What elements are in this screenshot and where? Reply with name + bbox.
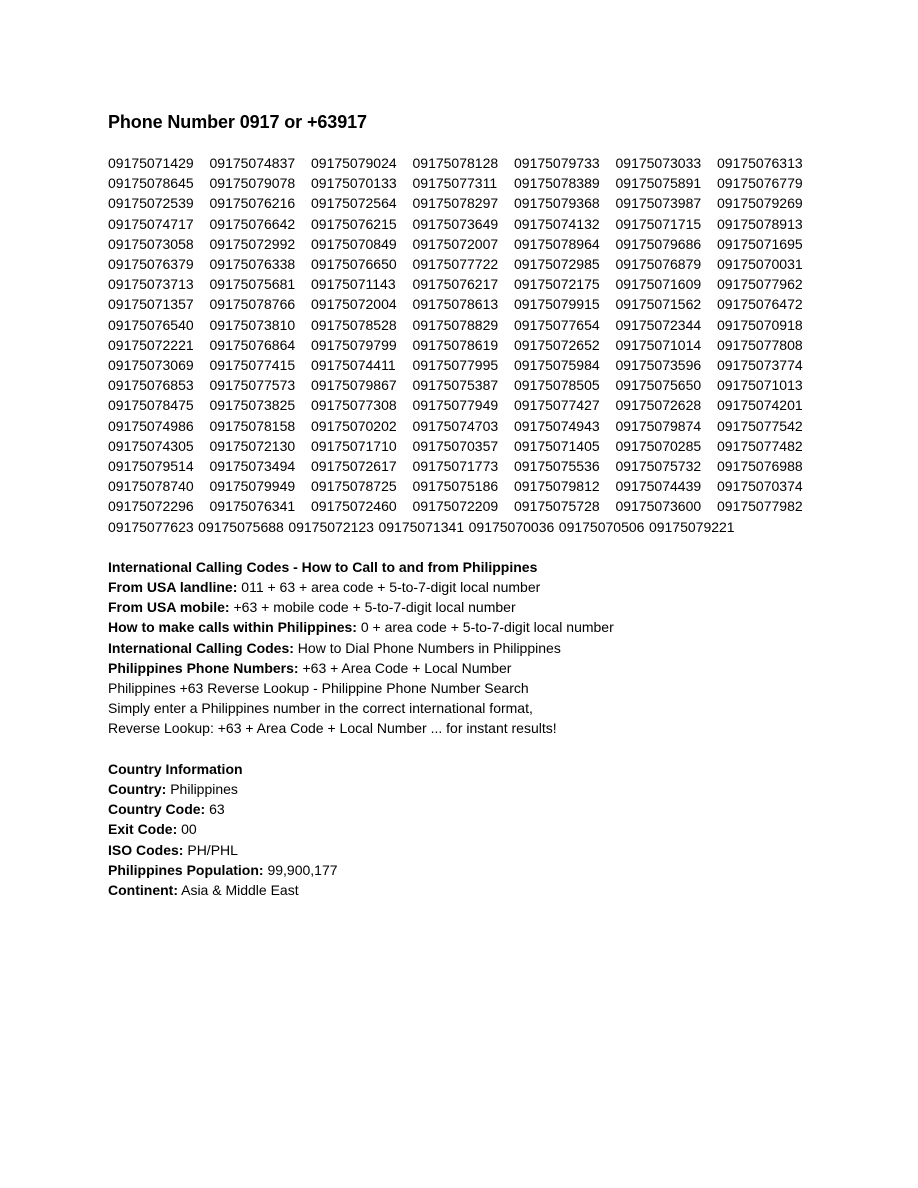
phone-number: 09175072130 (209, 437, 296, 454)
phone-number: 09175077654 (514, 316, 600, 333)
usa-landline-line (108, 577, 828, 597)
phone-number: 09175076313 (717, 155, 803, 171)
philippines-numbers-line (108, 658, 828, 678)
phone-number: 09175073058 (108, 235, 194, 252)
phone-number: 09175073713 (108, 276, 194, 293)
international-codes-line (108, 638, 828, 658)
number-row (108, 173, 828, 193)
phone-number: 09175079915 (514, 296, 600, 313)
number-row (108, 517, 828, 537)
phone-number: 09175077573 (209, 377, 296, 394)
iso-codes-value: PH/PHL (183, 841, 238, 858)
phone-number: 09175079024 (311, 155, 397, 171)
phone-number: 09175077623 (108, 518, 194, 535)
phone-number: 09175072007 (412, 235, 499, 252)
phone-number: 09175074201 (717, 397, 803, 414)
phone-number: 09175070374 (717, 478, 803, 495)
phone-number: 09175070285 (615, 437, 702, 454)
phone-number: 09175077982 (717, 498, 803, 515)
international-codes-label: International Calling Codes: (108, 639, 294, 656)
phone-number: 09175074132 (514, 215, 600, 232)
calling-codes-section (108, 557, 828, 739)
phone-number: 09175072628 (615, 397, 702, 414)
population-line (108, 860, 828, 880)
phone-number: 09175078725 (311, 478, 397, 495)
phone-number: 09175071773 (412, 458, 499, 475)
phone-number: 09175075681 (209, 276, 296, 293)
country-code-label: Country Code: (108, 801, 206, 818)
phone-number: 09175071405 (514, 437, 600, 454)
phone-number: 09175079733 (514, 155, 600, 171)
phone-number: 09175077995 (412, 357, 499, 374)
exit-code-value: 00 (177, 821, 197, 838)
country-code-value: 63 (205, 801, 225, 818)
country-value: Philippines (166, 780, 238, 797)
phone-number: 09175071341 (378, 518, 465, 535)
phone-number: 09175077482 (717, 437, 803, 454)
phone-number: 09175076988 (717, 458, 803, 475)
phone-number: 09175072617 (311, 458, 397, 475)
phone-number: 09175077308 (311, 397, 397, 414)
phone-number: 09175071609 (615, 276, 702, 293)
phone-number: 09175073596 (615, 357, 702, 374)
phone-number: 09175073987 (615, 195, 702, 212)
phone-number: 09175079514 (108, 458, 194, 475)
phone-number: 09175077311 (412, 175, 498, 192)
phone-number: 09175078619 (412, 336, 499, 353)
phone-number: 09175078613 (412, 296, 499, 313)
calling-codes-heading: International Calling Codes - How to Call to and from Philippines (108, 558, 538, 575)
phone-number: 09175078505 (514, 377, 600, 394)
phone-number: 09175072175 (514, 276, 600, 293)
phone-number: 09175070031 (717, 256, 803, 273)
phone-number: 09175076217 (412, 276, 499, 293)
phone-number: 09175075728 (514, 498, 600, 515)
number-row (108, 436, 828, 456)
phone-number: 09175074943 (514, 417, 600, 434)
phone-number: 09175072344 (615, 316, 702, 333)
phone-number: 09175072539 (108, 195, 194, 212)
reverse-lookup-text: Reverse Lookup: +63 + Area Code + Local Number ... for instant results! (108, 720, 557, 737)
phone-number: 09175076472 (717, 296, 803, 313)
population-label: Philippines Population: (108, 861, 264, 878)
phone-number: 09175071715 (615, 215, 702, 232)
phone-number: 09175074986 (108, 417, 194, 434)
within-philippines-value: 0 + area code + 5-to-7-digit local number (356, 619, 614, 636)
phone-number: 09175077415 (209, 357, 296, 374)
phone-number: 09175072985 (514, 256, 600, 273)
phone-number: 09175078913 (717, 215, 803, 232)
phone-number: 09175077808 (717, 336, 803, 353)
iso-codes-line (108, 840, 828, 860)
phone-number: 09175078740 (108, 478, 194, 495)
phone-number: 09175073494 (209, 458, 296, 475)
phone-number: 09175071143 (311, 276, 396, 293)
exit-code-label: Exit Code: (108, 821, 178, 838)
continent-line (108, 880, 828, 900)
phone-number: 09175072460 (311, 498, 397, 515)
simply-enter-text: Simply enter a Philippines number in the correct international format, (108, 700, 533, 717)
phone-number: 09175072209 (412, 498, 499, 515)
philippines-numbers-label: Philippines Phone Numbers: (108, 659, 299, 676)
phone-number: 09175073600 (615, 498, 702, 515)
phone-number: 09175076864 (209, 336, 296, 353)
phone-number: 09175075387 (412, 377, 499, 394)
phone-number: 09175075688 (198, 518, 284, 535)
number-row (108, 335, 828, 355)
phone-number: 09175074305 (108, 437, 194, 454)
phone-number: 09175078964 (514, 235, 600, 252)
country-line (108, 779, 828, 799)
country-info-heading: Country Information (108, 760, 243, 777)
phone-number: 09175075186 (412, 478, 499, 495)
number-row (108, 193, 828, 213)
phone-number: 09175075536 (514, 458, 600, 475)
within-philippines-label: How to make calls within Philippines: (108, 619, 357, 636)
continent-label: Continent: (108, 881, 178, 898)
phone-number: 09175079799 (311, 336, 397, 353)
number-row (108, 375, 828, 395)
phone-number: 09175072296 (108, 498, 194, 515)
phone-number: 09175074717 (108, 215, 194, 232)
phone-number: 09175076650 (311, 256, 397, 273)
number-row (108, 355, 828, 375)
usa-mobile-line (108, 597, 828, 617)
number-row (108, 395, 828, 415)
phone-number: 09175075891 (615, 175, 702, 192)
number-row (108, 456, 828, 476)
phone-number: 09175073033 (615, 155, 702, 171)
phone-number: 09175077427 (514, 397, 600, 414)
phone-number: 09175070849 (311, 235, 397, 252)
phone-number: 09175070357 (412, 437, 499, 454)
phone-number: 09175077722 (412, 256, 499, 273)
phone-number: 09175076338 (209, 256, 296, 273)
phone-number: 09175079867 (311, 377, 397, 394)
phone-number: 09175070133 (311, 175, 397, 192)
page-title: Phone Number 0917 or +63917 (108, 112, 367, 132)
phone-number: 09175079874 (615, 417, 702, 434)
phone-number: 09175078389 (514, 175, 600, 192)
number-row (108, 153, 828, 173)
phone-number: 09175072123 (288, 518, 374, 535)
phone-number: 09175077542 (717, 417, 803, 434)
phone-number: 09175074837 (209, 155, 296, 171)
phone-number: 09175078158 (209, 417, 296, 434)
iso-codes-label: ISO Codes: (108, 841, 184, 858)
phone-number: 09175071695 (717, 235, 803, 252)
phone-number: 09175074703 (412, 417, 499, 434)
number-row (108, 496, 828, 516)
phone-number: 09175078645 (108, 175, 194, 192)
country-info-section (108, 759, 828, 900)
phone-number: 09175073810 (209, 316, 296, 333)
country-label: Country: (108, 780, 167, 797)
phone-number: 09175077962 (717, 276, 803, 293)
phone-number: 09175072221 (108, 336, 194, 353)
phone-number: 09175073069 (108, 357, 194, 374)
phone-number: 09175072992 (209, 235, 296, 252)
phone-number: 09175076879 (615, 256, 702, 273)
phone-number: 09175073774 (717, 357, 803, 374)
continent-value: Asia & Middle East (177, 881, 299, 898)
phone-number: 09175076779 (717, 175, 803, 192)
phone-number: 09175075984 (514, 357, 600, 374)
phone-number: 09175072652 (514, 336, 600, 353)
phone-number: 09175076379 (108, 256, 194, 273)
phone-number: 09175078829 (412, 316, 499, 333)
international-codes-value: How to Dial Phone Numbers in Philippines (293, 639, 561, 656)
phone-number: 09175071014 (615, 336, 702, 353)
number-row (108, 234, 828, 254)
phone-number: 09175074439 (615, 478, 702, 495)
phone-number: 09175076540 (108, 316, 194, 333)
phone-number: 09175079812 (514, 478, 600, 495)
phone-number-list (108, 153, 828, 537)
phone-number: 09175070918 (717, 316, 803, 333)
phone-number: 09175074411 (311, 357, 396, 374)
number-row (108, 214, 828, 234)
phone-number: 09175079269 (717, 195, 803, 212)
phone-number: 09175076341 (209, 498, 296, 515)
phone-number: 09175078528 (311, 316, 397, 333)
number-row (108, 254, 828, 274)
phone-number: 09175077949 (412, 397, 499, 414)
phone-number: 09175076215 (311, 215, 397, 232)
phone-number: 09175075732 (615, 458, 702, 475)
usa-landline-label: From USA landline: (108, 579, 238, 596)
phone-number: 09175078475 (108, 397, 194, 414)
phone-number: 09175072004 (311, 296, 397, 313)
reverse-lookup-title: Philippines +63 Reverse Lookup - Philippine Phone Number Search (108, 680, 529, 697)
number-row (108, 315, 828, 335)
phone-number: 09175073825 (209, 397, 296, 414)
phone-number: 09175071429 (108, 155, 194, 171)
number-row (108, 416, 828, 436)
phone-number: 09175073649 (412, 215, 499, 232)
usa-mobile-label: From USA mobile: (108, 599, 230, 616)
phone-number: 09175078128 (412, 155, 499, 171)
usa-landline-value: 011 + 63 + area code + 5-to-7-digit local number (237, 579, 541, 596)
phone-number: 09175079368 (514, 195, 600, 212)
philippines-numbers-value: +63 + Area Code + Local Number (298, 659, 512, 676)
phone-number: 09175079949 (209, 478, 296, 495)
phone-number: 09175079078 (209, 175, 296, 192)
phone-number: 09175078766 (209, 296, 296, 313)
phone-number: 09175078297 (412, 195, 499, 212)
phone-number: 09175071013 (717, 377, 803, 394)
number-row (108, 294, 828, 314)
within-philippines-line (108, 617, 828, 637)
phone-number: 09175071357 (108, 296, 194, 313)
phone-number: 09175075650 (615, 377, 702, 394)
phone-number: 09175071710 (311, 437, 397, 454)
phone-number: 09175070506 (558, 518, 645, 535)
phone-number: 09175079221 (648, 518, 735, 535)
phone-number: 09175076642 (209, 215, 296, 232)
number-row (108, 274, 828, 294)
phone-number: 09175072564 (311, 195, 397, 212)
number-row (108, 476, 828, 496)
exit-code-line (108, 819, 828, 839)
phone-number: 09175079686 (615, 235, 702, 252)
phone-number: 09175076853 (108, 377, 194, 394)
phone-number: 09175071562 (615, 296, 702, 313)
phone-number: 09175070036 (468, 518, 555, 535)
phone-number: 09175070202 (311, 417, 397, 434)
population-value: 99,900,177 (263, 861, 338, 878)
document-page (108, 110, 828, 900)
phone-number: 09175076216 (209, 195, 296, 212)
usa-mobile-value: +63 + mobile code + 5-to-7-digit local number (229, 599, 516, 616)
country-code-line (108, 799, 828, 819)
